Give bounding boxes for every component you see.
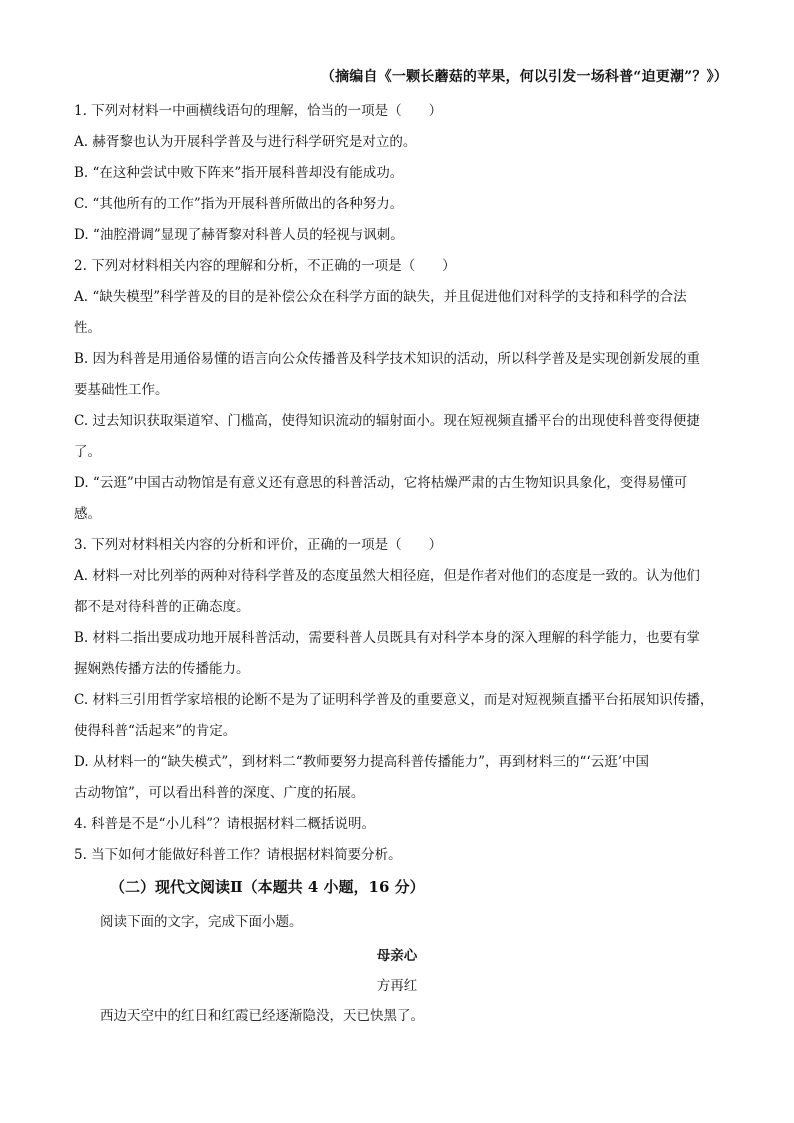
answer-option	[74, 220, 724, 251]
answer-option	[74, 189, 724, 220]
answer-option	[74, 561, 724, 623]
source-citation: （摘编自《一颗长蘑菇的苹果，何以引发一场科普“迫更潮”？》）	[320, 69, 728, 85]
question-stem: 2. 下列对材料相关内容的理解和分析，不正确的一项是（ ）	[74, 258, 456, 274]
option-text-line: D. “云逛”中国古动物馆是有意义还有意思的科普活动，它将枯燥严肃的古生物知识具象化，变得易懂可	[74, 475, 688, 491]
answer-option	[74, 158, 724, 189]
option-text-line: B. “在这种尝试中败下阵来”指开展科普却没有能成功。	[74, 165, 404, 181]
option-text-line: B. 因为科普是用通俗易懂的语言向公众传播普及科学技术知识的活动，所以科学普及是实现创新发展的重	[74, 351, 701, 367]
answer-option	[74, 468, 724, 530]
question-5	[74, 840, 724, 871]
option-text-line: 感。	[74, 506, 101, 522]
article-author: 方再红	[376, 978, 418, 994]
question-stem: 4. 科普是不是“小儿科”？请根据材料二概括说明。	[74, 816, 375, 832]
option-text-line: C. 过去知识获取渠道窄、门槛高，使得知识流动的辐射面小。现在短视频直播平台的出现使科普变得便捷	[74, 413, 700, 429]
answer-option	[74, 127, 724, 158]
question-1	[74, 96, 724, 251]
section-heading: （二）现代文阅读Ⅱ（本题共 4 小题，16 分）	[110, 878, 425, 896]
option-text-line: 性。	[74, 320, 101, 336]
option-text-line: B. 材料二指出要成功地开展科普活动，需要科普人员既具有对科学本身的深入理解的科学能力，也要有掌	[74, 630, 701, 646]
answer-option	[74, 623, 724, 685]
option-text-line: C. “其他所有的工作”指为开展科普所做出的各种努力。	[74, 196, 404, 212]
option-text-line: A. 材料一对比列举的两种对待科学普及的态度虽然大相径庭，但是作者对他们的态度是一致的。认为他们	[74, 568, 700, 584]
question-stem: 3. 下列对材料相关内容的分析和评价，正确的一项是（ ）	[74, 537, 443, 553]
option-text-line: C. 材料三引用哲学家培根的论断不是为了证明科学普及的重要意义，而是对短视频直播平台拓展知识传播，	[74, 692, 714, 708]
question-stem: 5. 当下如何才能做好科普工作？请根据材料简要分析。	[74, 847, 402, 863]
option-text-line: 古动物馆”，可以看出科普的深度、广度的拓展。	[74, 785, 365, 801]
answer-option	[74, 747, 724, 809]
question-list	[74, 96, 724, 871]
option-text-line: 握娴熟传播方法的传播能力。	[74, 661, 250, 677]
question-4	[74, 809, 724, 840]
option-text-line: A. “缺失模型”科学普及的目的是补偿公众在科学方面的缺失，并且促进他们对科学的支持和科学的合法	[74, 289, 687, 305]
option-text-line: D. 从材料一的“缺失模式”，到材料二“教师要努力提高科普传播能力”，再到材料三的“‘云逛’中国	[74, 754, 650, 770]
article-first-line: 西边天空中的红日和红霞已经逐渐隐没，天已快黑了。	[100, 1008, 424, 1024]
option-text-line: D. “油腔滑调”显现了赫胥黎对科普人员的轻视与讽刺。	[74, 227, 404, 243]
reading-instruction: 阅读下面的文字，完成下面小题。	[100, 914, 303, 930]
question-2	[74, 251, 724, 530]
option-text-line: 都不是对待科普的正确态度。	[74, 599, 250, 615]
option-text-line: 使得科普“活起来”的肯定。	[74, 723, 237, 739]
article-title: 母亲心	[376, 948, 418, 964]
option-text-line: 了。	[74, 444, 101, 460]
question-stem: 1. 下列对材料一中画横线语句的理解，恰当的一项是（ ）	[74, 103, 443, 119]
answer-option	[74, 344, 724, 406]
question-3	[74, 530, 724, 809]
answer-option	[74, 685, 724, 747]
answer-option	[74, 406, 724, 468]
option-text-line: 要基础性工作。	[74, 382, 169, 398]
option-text-line: A. 赫胥黎也认为开展科学普及与进行科学研究是对立的。	[74, 134, 417, 150]
answer-option	[74, 282, 724, 344]
